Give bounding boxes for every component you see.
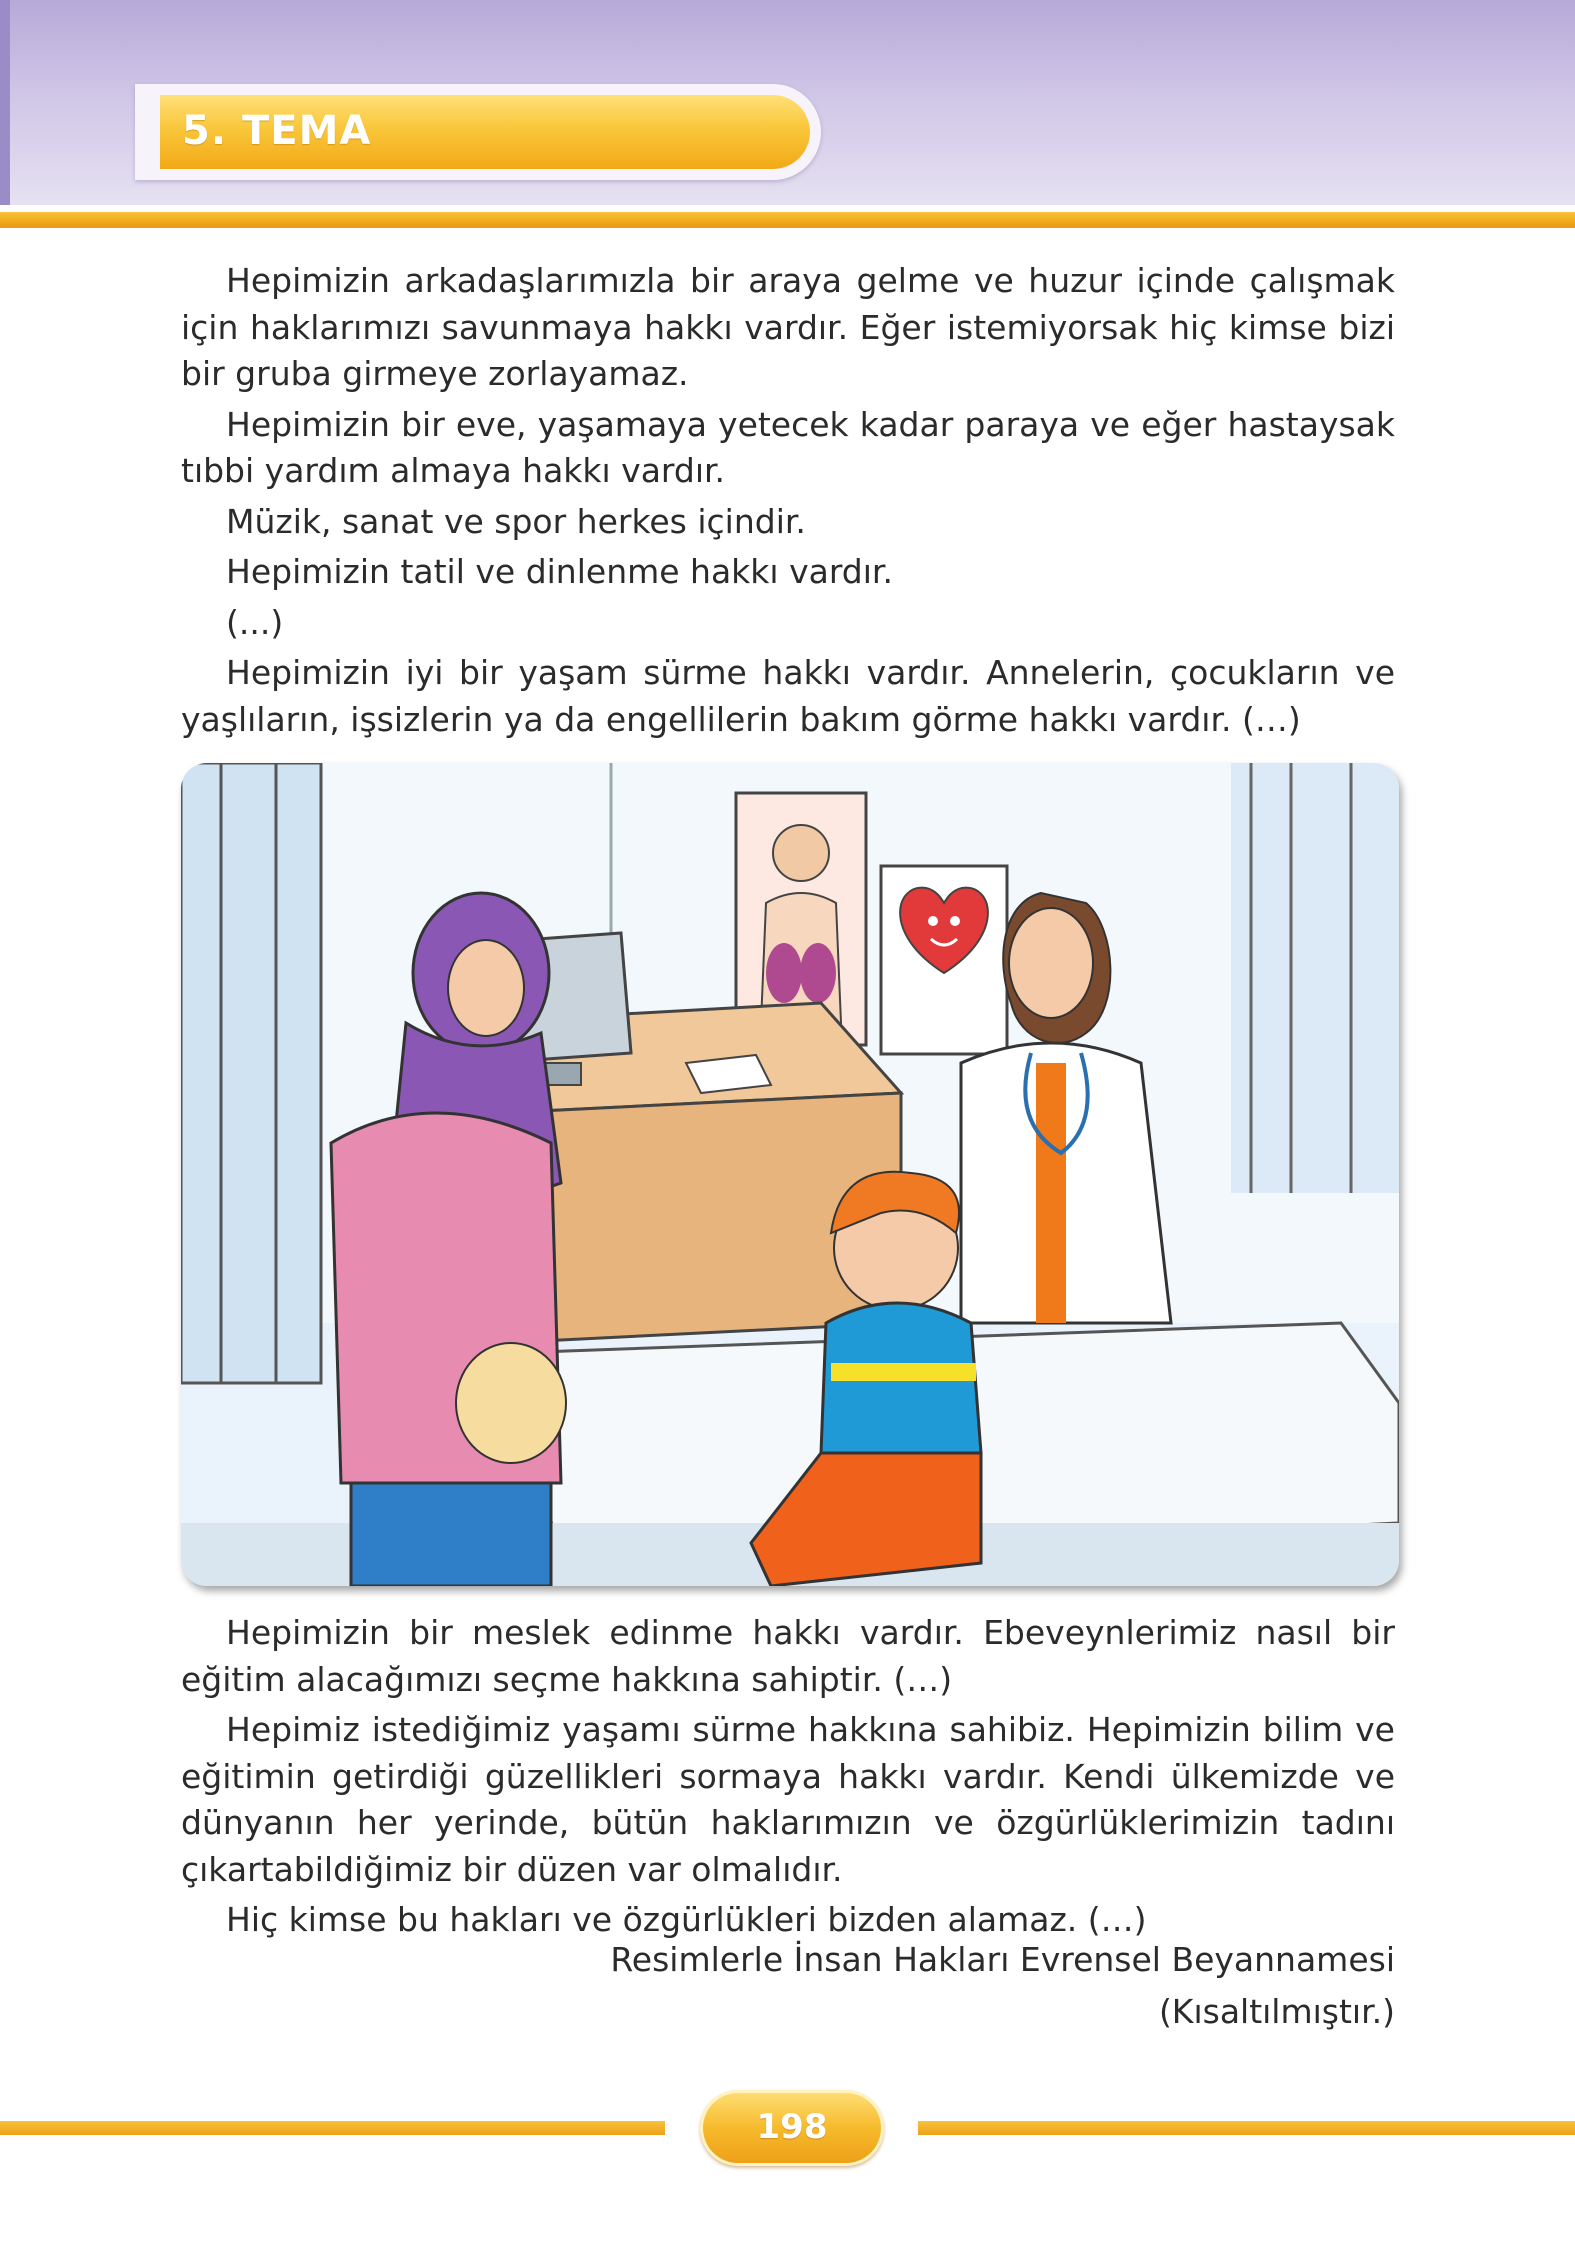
footer-rule-left [0,2121,665,2135]
page-number-badge [700,2090,884,2166]
doctor-visit-illustration [181,763,1399,1586]
paragraph: (...) [226,602,284,642]
footer-rule-right [918,2121,1575,2135]
paragraph: Hiç kimse bu hakları ve özgürlükleri bizden alamaz. (…) [226,1900,1147,1939]
paragraph: Hepimizin iyi bir yaşam sürme hakkı vardır. Annelerin, çocukların ve yaşlıların, işsizlerin ya da engellilerin bakım görme hakkı vardır. (…) [181,653,1395,739]
paragraph: Hepimizin arkadaşlarımızla bir araya gelme ve huzur içinde çalışmak için haklarımızı savunmaya hakkı vardır. Eğer istemiyorsak hiç kimse bizi bir gruba girmeye zorlayamaz. [181,261,1395,393]
paragraph: Hepimizin bir eve, yaşamaya yetecek kadar paraya ve eğer hastaysak tıbbi yardım almaya hakkı vardır. [181,404,1395,490]
paragraph: Müzik, sanat ve spor herkes içindir. [226,501,806,541]
page-number: 198 [756,2107,828,2147]
bottom-text-block [181,1610,1395,1948]
paragraph: Hepimiz istediğimiz yaşamı sürme hakkına sahibiz. Hepimizin bilim ve eğitimin getirdiği güzellikleri sormaya hakkı vardır. Kendi ülkemizde ve dünyanın her yerinde, bütün haklarımızın ve özgürlüklerimizin tadını çıkartabildiğimiz bir düzen var olmalıdır. [181,1710,1395,1889]
paragraph: Hepimizin bir meslek edinme hakkı vardır. Ebeveynlerimiz nasıl bir eğitim alacağımızı seçme hakkına sahiptir. (…) [181,1613,1395,1699]
source-title: Resimlerle İnsan Hakları Evrensel Beyannamesi [610,1940,1395,1979]
header-rule [0,212,1575,228]
paragraph: Hepimizin tatil ve dinlenme hakkı vardır. [226,552,893,591]
theme-title: 5. TEMA [182,108,372,154]
top-text-block [181,258,1395,747]
source-note: (Kısaltılmıştır.) [1158,1992,1395,2031]
header-left-edge [0,0,10,205]
doctor-visit-drawing [181,763,1399,1586]
